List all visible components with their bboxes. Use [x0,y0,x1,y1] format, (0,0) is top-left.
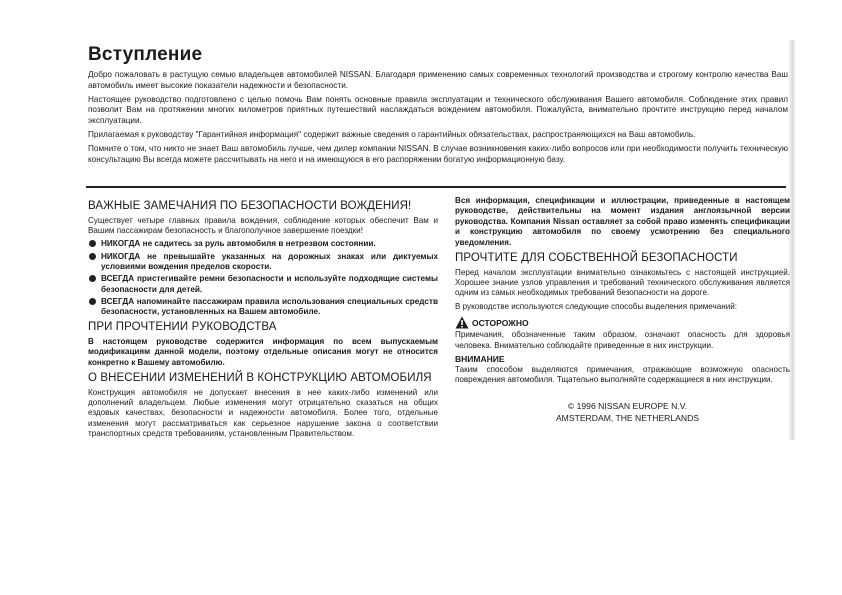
attention-text: Таким способом выделяются примечания, отражающие возможную опасность повреждения автомобиля. Тщательно выполняйте содержащиеся в них инструкции. [455,364,790,385]
section-divider [86,186,786,188]
left-column [88,196,438,443]
info-validity-text: Вся информация, спецификации и иллюстрации, приведенные в настоящем руководстве, действительны на момент издания англоязычной версии руководства. Компания Nissan оставляет за собой право изменять спецификации и конструкцию автомобиля по своему усмотрению без специального уведомления. [455,196,790,247]
safety-rules-list [88,239,438,317]
bullet-icon [89,253,96,260]
read-for-safety-text: Перед началом эксплуатации внимательно ознакомьтесь с настоящей инструкцией. Хорошее знание узлов управления и требований технического обслуживания является одним из самых необходимых требований безопасности на дороге. [455,267,790,298]
intro-paragraph: Прилагаемая к руководству "Гарантийная информация" содержит важные сведения о гарантийных обязательствах, распространяющихся на Ваш автомобиль. [88,130,696,140]
intro-section [88,44,788,169]
warning-triangle-icon [455,316,469,329]
safety-rule-text: ВСЕГДА пристегивайте ремни безопасности и используйте подходящие системы безопасности для детей. [101,274,438,294]
safety-rule-text: НИКОГДА не садитесь за руль автомобиля в нетрезвом состоянии. [101,239,376,249]
highlight-methods-text: В руководстве используются следующие способы выделения примечаний: [455,301,738,311]
caution-label: ОСТОРОЖНО [472,317,529,328]
copyright-location: AMSTERDAM, THE NETHERLANDS [555,412,700,423]
bullet-icon [89,275,96,282]
safety-rule [88,252,438,273]
copyright-line: © 1996 NISSAN EUROPE N.V. [567,400,688,411]
safety-heading: ВАЖНЫЕ ЗАМЕЧАНИЯ ПО БЕЗОПАСНОСТИ ВОЖДЕНИЯ! [88,200,412,212]
caution-heading [455,316,790,329]
bullet-icon [89,240,96,247]
safety-lead: Существует четыре главных правила вождения, соблюдение которых обеспечит Вам и Вашим пассажирам безопасность и благополучное завершение поездки! [88,215,438,235]
copyright-block [455,400,790,424]
caution-text: Примечания, обозначенные таким образом, означают опасность для здоровья человека. Внимательно соблюдайте приведенные в них инструкции. [455,330,790,350]
safety-rule-text: НИКОГДА не превышайте указанных на дорожных знаках или диктуемых условиями вождения пределов скорости. [101,251,438,271]
reading-heading: ПРИ ПРОЧТЕНИИ РУКОВОДСТВА [88,321,277,334]
modifications-heading: О ВНЕСЕНИИ ИЗМЕНЕНИЙ В КОНСТРУКЦИЮ АВТОМОБИЛЯ [88,372,432,385]
page-title: Вступление [88,44,203,65]
modifications-text: Конструкция автомобиля не допускает внесения в нее каких-либо изменений или дополнений владельцем. Любые изменения могут отрицательно сказаться на общих ездовых качествах, безопасности и надежности автомобиля. Более того, отдельные изменения могут рассматриваться как серьезное нарушение закона о соответствии транспортных средств требованиям, установленным Правительством. [88,387,438,439]
safety-rule [88,274,438,295]
intro-paragraph: Настоящее руководство подготовлено с целью помочь Вам понять основные правила эксплуатации и технического обслуживания Вашего автомобиля. Соблюдение этих правил позволит Вам на протяжении многих километров приятных путешествий наслаждаться вождением автомобиля. Пожалуйста, внимательно прочтите инструкцию перед началом эксплуатации. [88,94,788,125]
safety-rule-text: ВСЕГДА напоминайте пассажирам правила использования специальных средств безопасности, установленных на Вашем автомобиле. [101,296,438,317]
read-for-safety-heading: ПРОЧТИТЕ ДЛЯ СОБСТВЕННОЙ БЕЗОПАСНОСТИ [455,252,738,265]
right-column [455,196,790,424]
bullet-icon [89,298,96,305]
safety-rule [88,297,438,318]
intro-paragraph: Помните о том, что никто не знает Ваш автомобиль лучше, чем дилер компании NISSAN. В случае возникновения каких-либо вопросов или при необходимости получить техническую консультацию Вы всегда можете рассчитывать на него и на имеющуюся в его распоряжении богатую информационную базу. [88,144,788,164]
safety-rule [88,239,438,249]
intro-paragraph: Добро пожаловать в растущую семью владельцев автомобилей NISSAN. Благодаря применению самых современных технологий производства и строгому контролю качества Ваш автомобиль имеет высокие показатели надежности и безопасности. [88,70,788,90]
reading-text: В настоящем руководстве содержится информация по всем выпускаемым модификациям данной модели, поэтому отдельные описания могут не относится конкретно к Вашему автомобилю. [88,336,438,367]
attention-label: ВНИМАНИЕ [455,353,505,364]
intro-text [88,70,788,166]
